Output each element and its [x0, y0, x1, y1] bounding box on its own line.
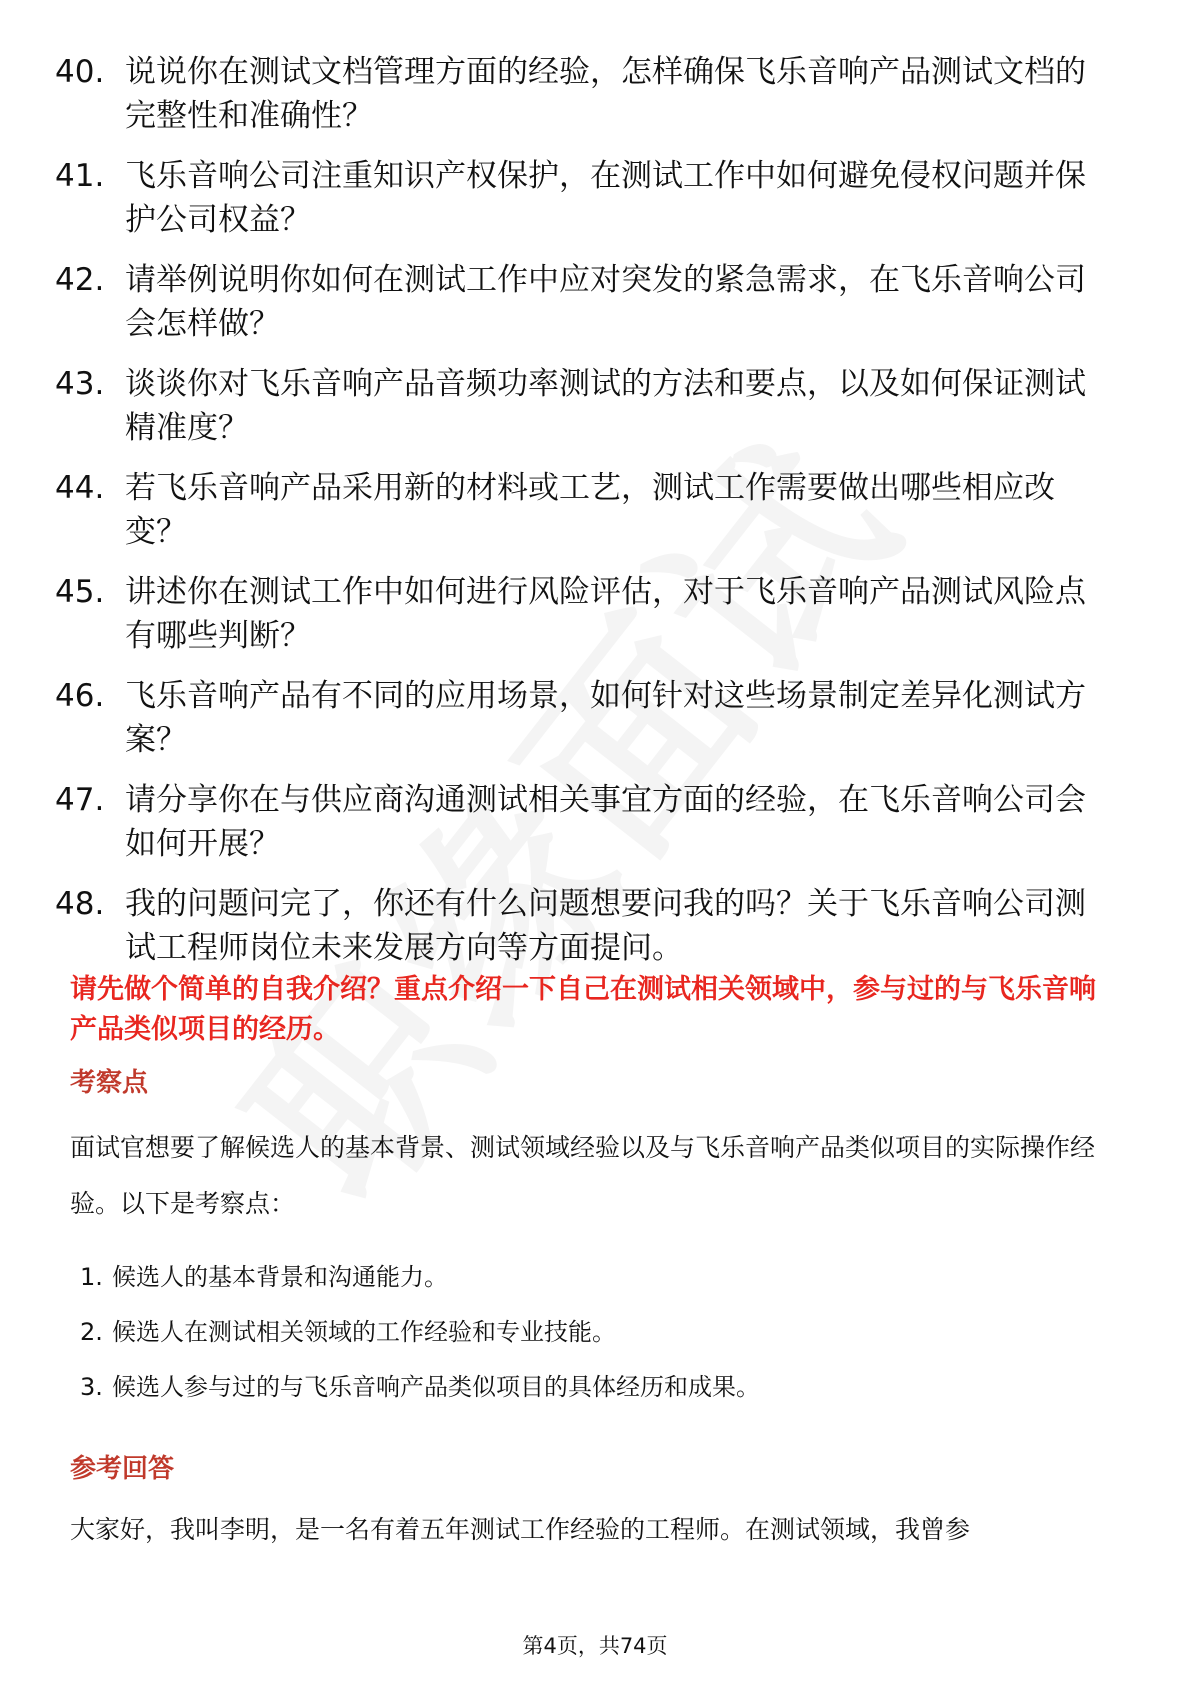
point-text: 候选人在测试相关领域的工作经验和专业技能。: [112, 1318, 616, 1346]
question-number: 43.: [55, 366, 105, 402]
list-item: [80, 1315, 760, 1349]
point-text: 候选人的基本背景和沟通能力。: [112, 1263, 448, 1291]
list-item: [55, 154, 1115, 242]
points-intro: 面试官想要了解候选人的基本背景、测试领域经验以及与飞乐音响产品类似项目的实际操作经验。以下是考察点：: [70, 1133, 1096, 1218]
answer-heading: 参考回答: [70, 1454, 175, 1484]
list-item: [55, 258, 1115, 346]
question-text: 请分享你在与供应商沟通测试相关事宜方面的经验，在飞乐音响公司会如何开展？: [125, 782, 1086, 862]
points-heading: 考察点: [70, 1068, 149, 1098]
list-item: [55, 466, 1115, 554]
question-number: 41.: [55, 158, 105, 194]
list-item: [55, 778, 1115, 866]
point-number: 1.: [80, 1263, 103, 1291]
question-number: 45.: [55, 574, 105, 610]
list-item: [55, 570, 1115, 658]
list-item: [55, 362, 1115, 450]
question-text: 说说你在测试文档管理方面的经验，怎样确保飞乐音响产品测试文档的完整性和准确性？: [125, 54, 1086, 134]
point-text: 候选人参与过的与飞乐音响产品类似项目的具体经历和成果。: [112, 1373, 760, 1401]
list-item: [55, 50, 1115, 138]
main-question: 请先做个简单的自我介绍？重点介绍一下自己在测试相关领域中，参与过的与飞乐音响产品类似项目的经历。: [70, 974, 1096, 1045]
question-text: 谈谈你对飞乐音响产品音频功率测试的方法和要点，以及如何保证测试精准度？: [125, 366, 1086, 446]
point-number: 3.: [80, 1373, 103, 1401]
list-item: [55, 882, 1115, 970]
question-number: 42.: [55, 262, 105, 298]
points-list: [80, 1260, 760, 1425]
question-number: 44.: [55, 470, 105, 506]
question-number: 46.: [55, 678, 105, 714]
question-list: [55, 50, 1115, 986]
question-number: 48.: [55, 886, 105, 922]
question-number: 40.: [55, 54, 105, 90]
answer-text: 大家好，我叫李明，是一名有着五年测试工作经验的工程师。在测试领域，我曾参: [70, 1515, 971, 1544]
question-text: 我的问题问完了，你还有什么问题想要问我的吗？关于飞乐音响公司测试工程师岗位未来发展方向等方面提问。: [125, 886, 1086, 966]
list-item: [55, 674, 1115, 762]
page-footer: 第4页，共74页: [522, 1634, 668, 1658]
question-text: 若飞乐音响产品采用新的材料或工艺，测试工作需要做出哪些相应改变？: [125, 470, 1055, 550]
question-number: 47.: [55, 782, 105, 818]
question-text: 讲述你在测试工作中如何进行风险评估，对于飞乐音响产品测试风险点有哪些判断？: [125, 574, 1086, 654]
list-item: [80, 1370, 760, 1404]
point-number: 2.: [80, 1318, 103, 1346]
question-text: 请举例说明你如何在测试工作中应对突发的紧急需求，在飞乐音响公司会怎样做？: [125, 262, 1086, 342]
question-text: 飞乐音响公司注重知识产权保护，在测试工作中如何避免侵权问题并保护公司权益？: [125, 158, 1086, 238]
question-text: 飞乐音响产品有不同的应用场景，如何针对这些场景制定差异化测试方案？: [125, 678, 1086, 758]
list-item: [80, 1260, 760, 1294]
